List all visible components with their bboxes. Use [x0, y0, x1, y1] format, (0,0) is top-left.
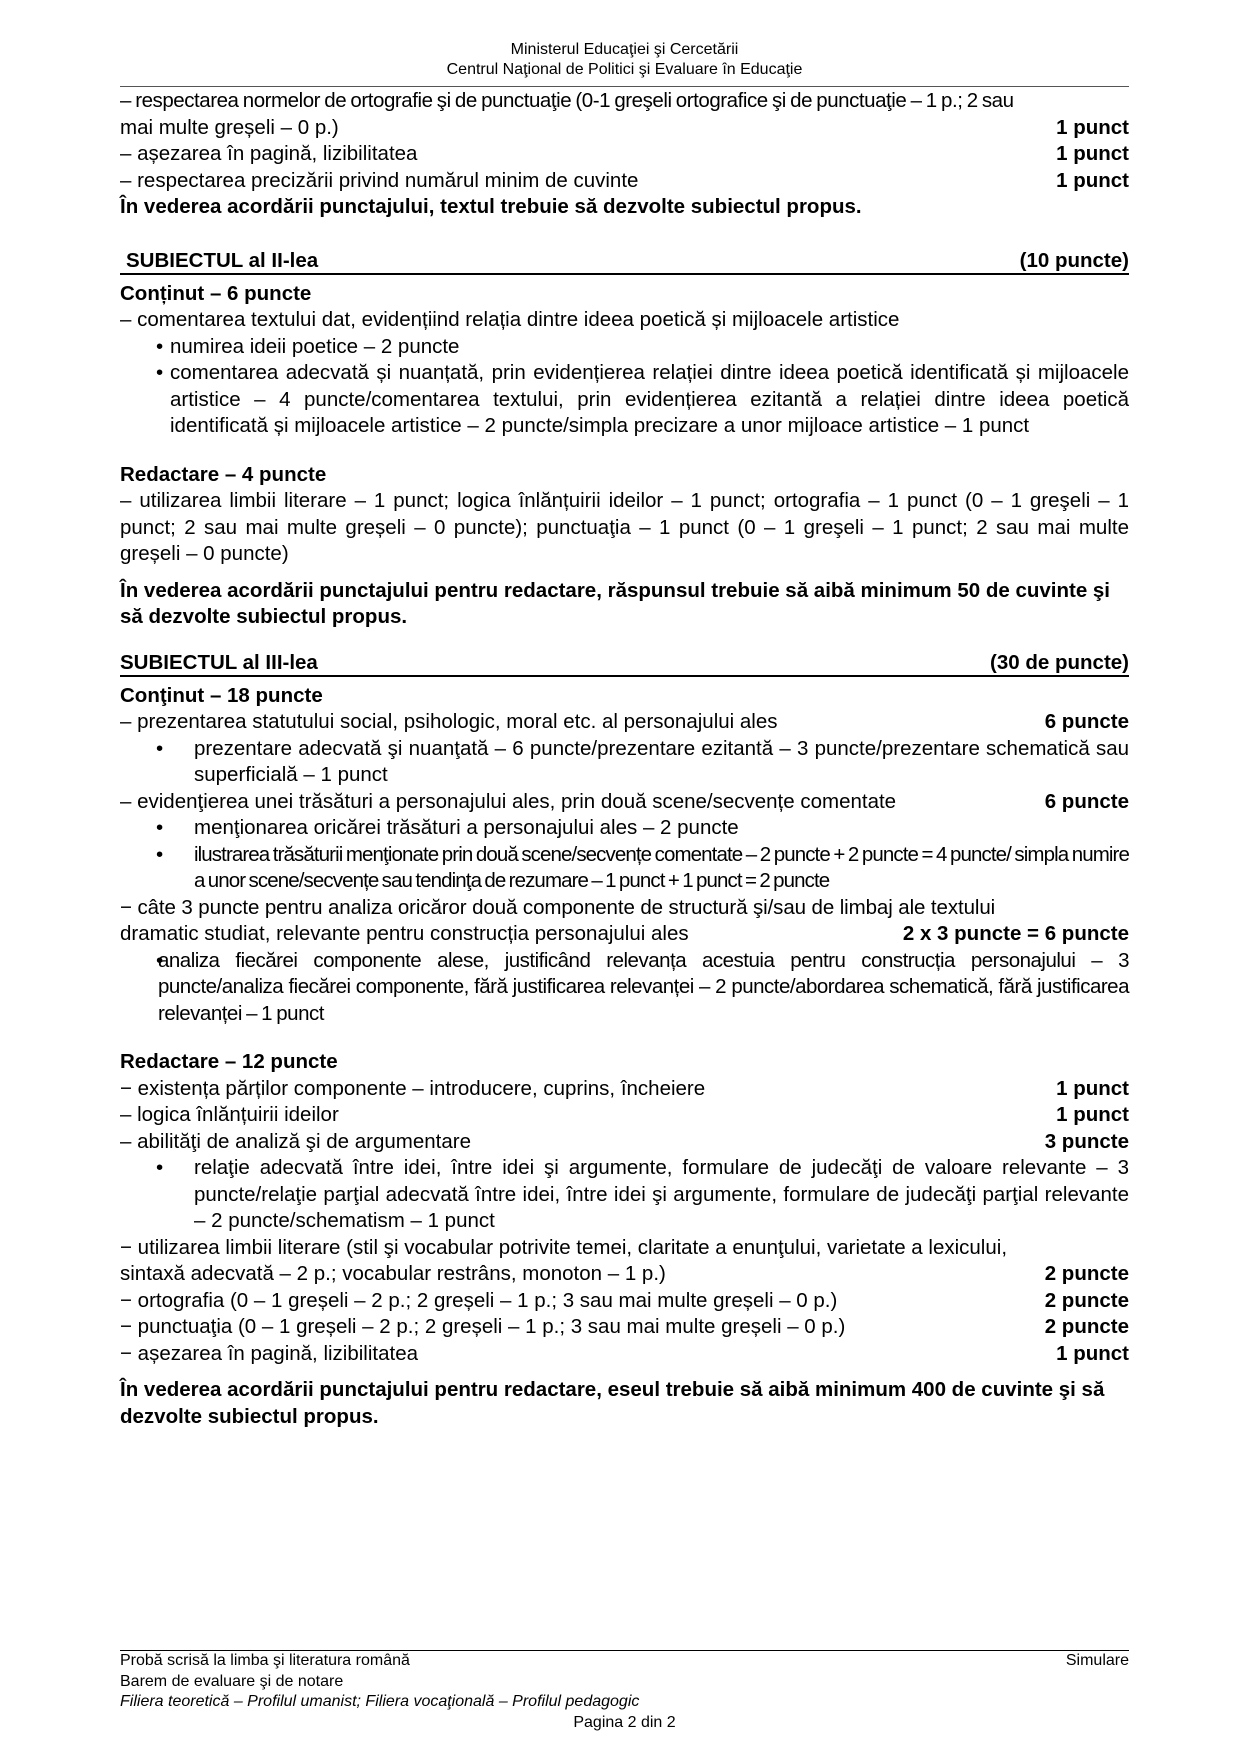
points-value: 1 punct [1056, 115, 1129, 139]
subject-3-note: În vederea acordării punctajului pentru redactare, eseul trebuie să aibă minimum 400 de cuvinte şi să dezvolte subiectul propus. [120, 1378, 1105, 1428]
subject-3-section [120, 651, 1129, 1431]
points-value: 1 punct [1056, 1103, 1129, 1126]
bullet-item: • numirea ideii poetice – 2 puncte [120, 334, 1129, 361]
footer-status: Simulare [1065, 1652, 1129, 1669]
subject-2-section [120, 249, 1129, 631]
subject-2-note: În vederea acordării punctajului pentru redactare, răspunsul trebuie să aibă minimum 50 de cuvinte şi să dezvolte subiectul propus. [120, 578, 1111, 628]
ministry-name: Ministerul Educaţiei şi Cercetării [510, 41, 739, 58]
redactare-item-analysis: – abilităţi de analiză şi de argumentare 3 puncte [120, 1129, 1129, 1156]
redactare-item-punctuation: − punctuaţia (0 – 1 greșeli – 2 p.; 2 greșeli – 1 p.; 3 sau mai multe greșeli – 0 p.) 2 puncte [120, 1314, 1129, 1341]
redactare-item-orthography: − ortografia (0 – 1 greșeli – 2 p.; 2 greșeli – 1 p.; 3 sau mai multe greșeli – 0 p.) 2 puncte [120, 1288, 1129, 1315]
subject-2-content-heading: Conținut – 6 puncte [120, 281, 312, 305]
intro-item-layout: – așezarea în pagină, lizibilitatea 1 punct [120, 141, 1129, 168]
content-item-trasatura: – evidenţierea unei trăsături a personajului ales, prin două scene/secvențe comentate 6 puncte [120, 789, 1129, 816]
footer-profile: Filiera teoretică – Profilul umanist; Filiera vocaţională – Profilul pedagogic [120, 1693, 640, 1710]
redactare-item-logic: – logica înlănțuirii ideilor 1 punct [120, 1102, 1129, 1129]
subject-2-redactare-text: – utilizarea limbii literare – 1 punct; logica înlănțuirii ideilor – 1 punct; ortografia – 1 punct (0 – 1 greşeli – 1 punct; 2 sau mai multe greșeli – 0 puncte); punctuaţia – 1 punct (0 – 1 greşeli – 1 punct; 2 sau mai multe greșeli – 0 puncte) [120, 489, 1129, 565]
bullet-icon: • [156, 842, 163, 866]
intro-note: În vederea acordării punctajului, textul trebuie să dezvolte subiectul propus. [120, 195, 862, 218]
bullet-item: • relaţie adecvată între idei, între idei şi argumente, formulare de judecăţi de valoare relevante – 3 puncte/relaţie parţial adecvată între idei, între idei şi argumente, formulare de judecăţi parţial relevante – 2 puncte/schematism – 1 punct [156, 1156, 1129, 1232]
redactare-item-language: − utilizarea limbii literare (stil şi vocabular potrivite temei, claritate a enunţului, varietate a lexicului, sintaxă adecvată – 2 p.; vocabular restrâns, monoton – 1 p.) 2 puncte [120, 1235, 1129, 1288]
page-footer [120, 1651, 1129, 1733]
points-value: 6 puncte [1044, 789, 1129, 813]
bullet-icon: • [156, 1156, 164, 1179]
points-value: 1 punct [1056, 1341, 1129, 1365]
footer-barem: Barem de evaluare şi de notare [120, 1672, 344, 1690]
intro-item-word-count: – respectarea precizării privind numărul minim de cuvinte 1 punct [120, 168, 1129, 195]
subject-3-points: (30 de puncte) [990, 650, 1129, 674]
subject-3-content-heading: Conţinut – 18 puncte [120, 683, 323, 707]
subject-2-points: (10 puncte) [1019, 248, 1129, 272]
bullet-item: • ilustrarea trăsăturii menţionate prin două scene/secvențe comentate – 2 puncte + 2 puncte = 4 puncte/ simpla numire a unor scene/secvențe sau tendinţa de rezumare – 1 punct + 1 punct = 2 puncte [156, 842, 1129, 892]
bullet-item: • comentarea adecvată și nuanțată, prin evidențierea relației dintre ideea poetică identificată și mijloacele artistice – 4 puncte/comentarea textului, prin evidențierea ezitantă a relației dintre ideea poetică identificată și mijloacele artistice – 2 puncte/simpla precizare a unor mijloace artistice – 1 punct [120, 360, 1129, 440]
redactare-item-structure: − existența părților componente – introducere, cuprins, încheiere 1 punct [120, 1076, 1129, 1103]
subject-2-heading: SUBIECTUL al II-lea (10 puncte) [120, 249, 1129, 275]
points-value: 2 puncte [1044, 1262, 1129, 1285]
document-body [120, 88, 1129, 1430]
points-value: 6 puncte [1044, 710, 1129, 733]
page-number: Pagina 2 din 2 [573, 1713, 676, 1731]
intro-item-orthography: – respectarea normelor de ortografie şi de punctuaţie (0-1 greşeli ortografice şi de punctuaţie – 1 p.; 2 sau mai multe greșeli – 0 p.) 1 punct [120, 88, 1129, 141]
bullet-item: • menţionarea oricărei trăsături a personajului ales – 2 puncte [120, 815, 1129, 842]
content-item-statut: – prezentarea statutului social, psihologic, moral etc. al personajului ales 6 puncte [120, 709, 1129, 736]
bullet-icon: • [156, 816, 164, 839]
bullet-item: • prezentare adecvată şi nuanţată – 6 puncte/prezentare ezitantă – 3 puncte/prezentare schematică sau superficială – 1 punct [156, 736, 1129, 786]
footer-exam-title: Probă scrisă la limba şi literatura română [120, 1652, 410, 1669]
points-value: 3 puncte [1044, 1129, 1129, 1153]
points-value: 2 x 3 puncte = 6 puncte [902, 922, 1129, 945]
points-value: 2 puncte [1044, 1288, 1129, 1312]
points-value: 1 punct [1056, 1076, 1129, 1100]
page-header [120, 40, 1129, 80]
subject-3-redactare-heading: Redactare – 12 puncte [120, 1050, 338, 1073]
intro-section [120, 88, 1129, 221]
bullet-icon: • [156, 736, 164, 760]
content-item-componente: − câte 3 puncte pentru analiza oricăror două componente de structură şi/sau de limbaj ale textului dramatic studiat, relevante pentru construcția personajului ales 2 x 3 puncte = 6 puncte [120, 895, 1129, 948]
subject-3-heading: SUBIECTUL al III-lea (30 de puncte) [120, 651, 1129, 677]
points-value: 1 punct [1056, 168, 1129, 192]
header-divider [120, 86, 1129, 87]
points-value: 2 puncte [1044, 1315, 1129, 1338]
subject-2-redactare-heading: Redactare – 4 puncte [120, 462, 327, 486]
points-value: 1 punct [1056, 142, 1129, 165]
bullet-item: • analiza fiecărei componente alese, justificând relevanța acestuia pentru construcția personajului – 3 puncte/analiza fiecărei componente, fără justificarea relevanței – 2 puncte/abordarea schematică, fără justificarea relevanței – 1 punct [120, 948, 1129, 1028]
redactare-item-layout: − așezarea în pagină, lizibilitatea 1 punct [120, 1341, 1129, 1368]
subject-2-content-item: – comentarea textului dat, evidențiind relația dintre ideea poetică și mijloacele artistice [120, 308, 900, 331]
center-name: Centrul Naţional de Politici şi Evaluare în Educaţie [446, 61, 803, 78]
